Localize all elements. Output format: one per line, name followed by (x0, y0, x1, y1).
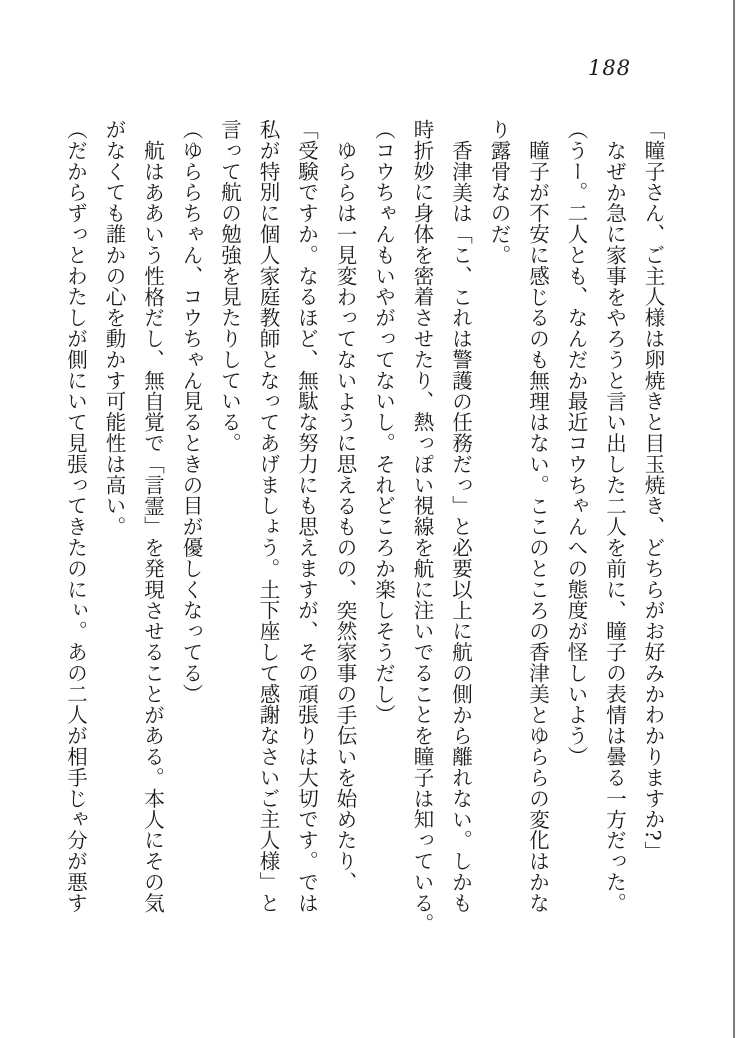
text-line: （うー。二人とも、なんだか最近コウちゃんへの態度が怪しいよう） (564, 119, 588, 767)
text-line: 言って航の勉強を見たりしている。 (217, 119, 242, 454)
text-line: り露骨なのだ。 (487, 119, 511, 266)
text-line: がなくても誰かの心を動かす可能性は高い。 (102, 119, 126, 537)
text-line: 瞳子が不安に感じるのも無理はない。ここのところの香津美とゆららの変化はかな (525, 139, 550, 913)
text-line: 時折妙に身体を密着させたり、熱っぽい視線を航に注いでることを瞳子は知っている。 (410, 119, 434, 935)
text-line: 航はああいう性格だし、無自覚で「言霊」を発現させることがある。本人にその気 (140, 139, 165, 913)
text-line: （だからずっとわたしが側にいて見張ってきたのにぃ。あの二人が相手じゃ分が悪す (63, 119, 88, 914)
text-line: 「受験ですか。なるほど、無駄な努力にも思えますが、その頑張りは大切です。では (294, 119, 319, 914)
text-line: なぜか急に家事をやろうと言い出した二人を前に、瞳子の表情は曇る一方だった。 (602, 139, 627, 913)
page-text (56, 119, 672, 959)
page-number: 188 (588, 56, 632, 80)
text-line: ゆららは一見変わってないように思えるものの、突然家事の手伝いを始めたり、 (333, 139, 357, 892)
text-line: 香津美は「こ、これは警護の任務だっ」と必要以上に航の側から離れない。しかも (448, 139, 473, 913)
page-edge-line (733, 0, 735, 1038)
text-line: 私が特別に個人家庭教師となってあげましょう。土下座して感謝なさいご主人様」と (256, 119, 280, 914)
text-line: （コウちゃんもいやがってないし。それどころか楽しそうだし） (371, 119, 396, 726)
text-line: 「瞳子さん、ご主人様は卵焼きと目玉焼き、どちらがお好みかわかりますか?」 (641, 119, 665, 862)
text-line: （ゆららちゃん、コウちゃん見るときの目が優しくなってる） (179, 119, 203, 705)
